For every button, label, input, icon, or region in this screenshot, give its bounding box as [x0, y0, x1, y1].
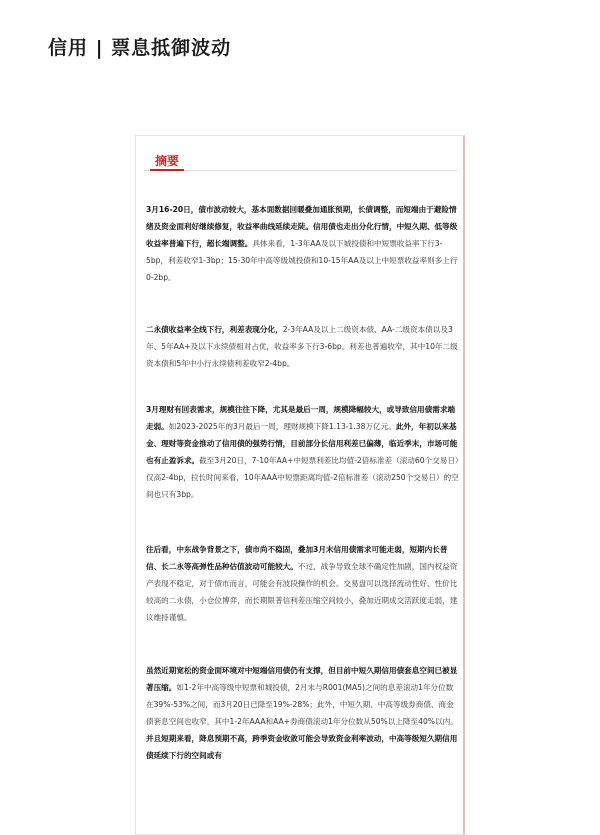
paragraph-bold-text: 往后看，中东战争背景之下，债市尚不稳固，叠加3月末信用债需求可能走弱，短期内长普信、长二永等高弹性品种估值波动可能较大。 — [146, 545, 448, 571]
page-title: 信用 | 票息抵御波动 — [48, 37, 232, 59]
paragraph-bold-text: 虽然近期宽松的资金面环境对中短端信用债仍有支撑，但目前中短久期信用债套息空间已被显著压缩。 — [146, 666, 458, 692]
paragraph-bold-text: 并且短期来看，降息预期不高，跨季资金收敛可能会导致资金利率波动，中高等级短久期信用债延续下行的空间或有 — [146, 733, 458, 760]
paragraph-bold-text: 3月16-20日，债市波动较大，基本面数据回暖叠加通胀预期，长债调整，而短端由于避险情绪及资金面利好继续修复，收益率曲线延续走陡。信用债也走出分化行情，中短久期、低等级收益率普遍下行，超长端调整。 — [146, 205, 458, 248]
paragraph-bold-text: 此外，年初以来基金、理财等资金推动了信用债的强势行情，目前部分长信用利差已偏薄，临近季末，市场可能也有止盈诉求。 — [146, 421, 458, 465]
summary-paragraph — [146, 402, 459, 503]
summary-paragraph — [146, 322, 459, 373]
section-divider-accent — [150, 169, 184, 171]
summary-paragraph — [146, 202, 459, 287]
paragraph-text: 如2023-2025年的3月最后一周，理财规模下降1.13-1.38万亿元。 — [168, 421, 396, 431]
paragraph-text: 不过，战争导致全球不确定性加剧，国内权益资产表现不稳定，对于债市而言，可能会有波段操作的机会。交易盘可以选择流动性好、性价比较高的二永债，小仓位博弈，而长期限普信利差压缩空间较小，叠加近期成交活跃度走弱，建议维持谨慎。 — [146, 561, 458, 622]
summary-paragraph — [146, 663, 459, 764]
summary-card — [135, 135, 465, 835]
paragraph-text: 2-3年AA及以上二级资本债、AA-二级资本债以及3年、5年AA+及以下永续债相对占优，收益率多下行3-6bp。利差也普遍收窄，其中10年二级资本债和5年中小行永续债利差收窄2-4bp。 — [146, 325, 458, 368]
section-divider — [144, 170, 457, 171]
paragraph-bold-text: 二永债收益率全线下行，利差表现分化， — [146, 325, 283, 334]
summary-paragraph — [146, 542, 459, 627]
paragraph-bold-text: 3月理财有回表需求，规模往往下降，尤其是最后一周，规模降幅较大，或导致信用债需求端走弱。 — [146, 405, 456, 431]
paragraph-text: 具体来看，1-3年AA及以下城投债和中短票收益率下行3-5bp，利差收窄1-3bp；15-30年中高等级城投债和10-15年AA及以上中短票收益率则多上行0-2bp。 — [146, 238, 458, 282]
section-label: 摘要 — [155, 154, 180, 168]
paragraph-text: 如1-2年中高等级中短票和城投债，2月末与R001(MA5)之间的息差滚动1年分位数在39%-53%之间，而3月20日已降至19%-28%；此外，中短久期、中高等级券商债、商金债套息空间也收窄，其中1-2年AAA和AA+券商债滚动1年分位数从50%以上降至40%以内。 — [146, 682, 458, 726]
paragraph-text: 截至3月20日，7-10年AA+中短票利差比均值-2倍标准差（滚动60个交易日）仅高2-4bp，拉长时间来看，10年AAA中短票距离均值-2倍标准差（滚动250个交易日）的空间也只有3bp。 — [146, 455, 459, 499]
